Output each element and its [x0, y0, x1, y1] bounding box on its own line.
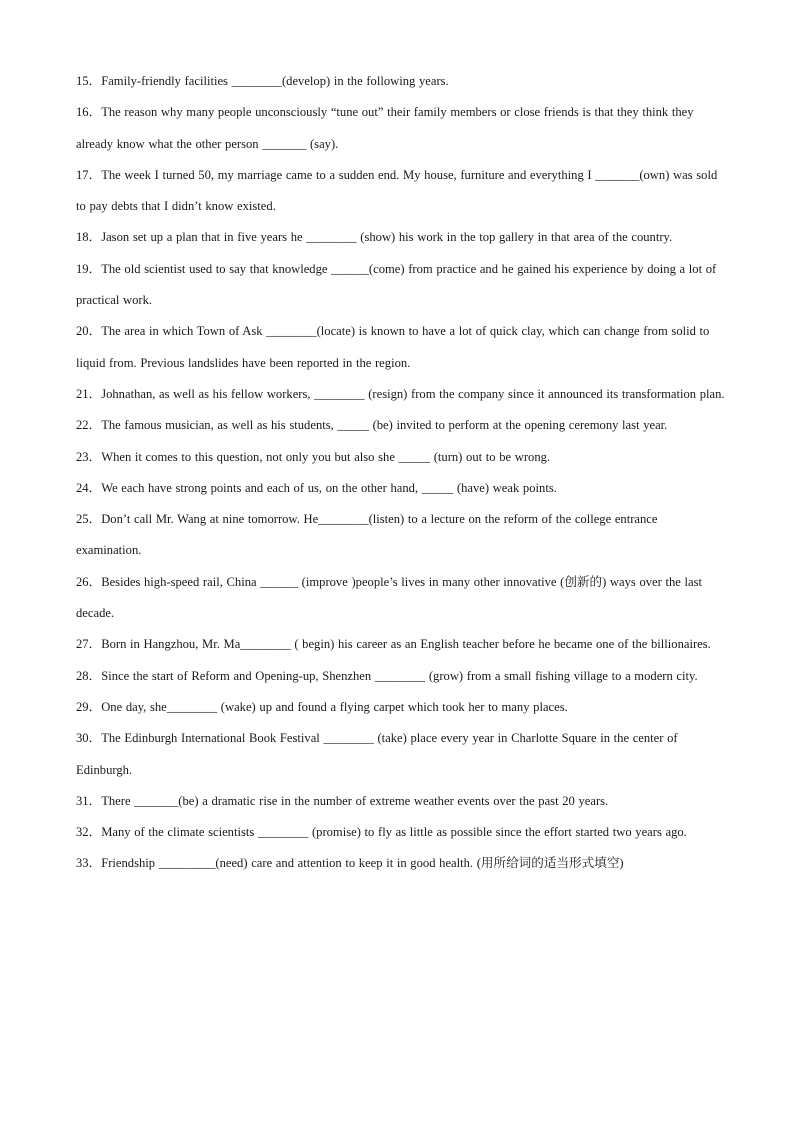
exercise-item	[76, 473, 726, 504]
exercise-item	[76, 786, 726, 817]
exercise-item	[76, 723, 726, 786]
exercise-item	[76, 254, 726, 317]
exercise-text: Born in Hangzhou, Mr. Ma________ ( begin) his career as an English teacher before he became one of the billionaires.	[101, 637, 711, 652]
exercise-item	[76, 817, 726, 848]
exercise-text: When it comes to this question, not only you but also she _____ (turn) out to be wrong.	[101, 449, 551, 464]
exercise-number: 28．	[76, 668, 102, 683]
exercise-number: 21．	[76, 386, 102, 401]
exercise-item	[76, 661, 726, 692]
exercise-number: 22．	[76, 418, 102, 433]
exercise-text: The area in which Town of Ask ________(locate) is known to have a lot of quick clay, which can change from solid to liquid from. Previous landslides have been reported in the region.	[76, 324, 710, 370]
exercise-number: 15．	[76, 74, 102, 88]
exercise-number: 18．	[76, 230, 102, 245]
exercise-item	[76, 692, 726, 723]
exercise-text: The famous musician, as well as his students, _____ (be) invited to perform at the opening ceremony last year.	[101, 418, 668, 433]
exercise-text: The week I turned 50, my marriage came to a sudden end. My house, furniture and everything I _______(own) was sold to pay debts that I didn’t know existed.	[76, 167, 718, 214]
exercise-item	[76, 316, 726, 379]
exercise-text: One day, she________ (wake) up and found a flying carpet which took her to many places.	[101, 699, 568, 714]
exercise-text: We each have strong points and each of us, on the other hand, _____ (have) weak points.	[101, 480, 557, 495]
exercise-item	[76, 160, 726, 223]
exercise-text: Many of the climate scientists ________ (promise) to fly as little as possible since the effort started two years ago.	[101, 825, 687, 840]
exercise-number: 24．	[76, 480, 102, 495]
exercise-item	[76, 442, 726, 473]
exercise-item	[76, 222, 726, 253]
exercise-item	[76, 379, 726, 410]
exercise-number: 26．	[76, 574, 102, 589]
exercise-text: Family-friendly facilities ________(develop) in the following years.	[101, 74, 449, 88]
exercise-number: 23．	[76, 449, 102, 464]
exercise-item	[76, 66, 726, 97]
exercise-text: The reason why many people unconsciously “tune out” their family members or close friends is that they think they already know what the other person _______ (say).	[76, 105, 694, 151]
exercise-text: Friendship _________(need) care and attention to keep it in good health. (用所给词的适当形式填空)	[101, 856, 624, 871]
exercise-text: Since the start of Reform and Opening-up, Shenzhen ________ (grow) from a small fishing village to a modern city.	[101, 668, 698, 683]
exercise-number: 33．	[76, 856, 102, 871]
exercise-number: 16．	[76, 105, 102, 120]
exercise-text: Jason set up a plan that in five years he ________ (show) his work in the top gallery in that area of the country.	[101, 230, 673, 245]
exercise-number: 17．	[76, 167, 102, 182]
exercise-number: 30．	[76, 731, 102, 746]
exercise-list	[76, 66, 726, 880]
exercise-text: Don’t call Mr. Wang at nine tomorrow. He________(listen) to a lecture on the reform of the college entrance examination.	[76, 512, 658, 558]
exercise-number: 25．	[76, 512, 102, 527]
exercise-item	[76, 410, 726, 441]
exercise-number: 32．	[76, 825, 102, 840]
exercise-number: 29．	[76, 699, 102, 714]
exercise-text: Johnathan, as well as his fellow workers, ________ (resign) from the company since it announced its transformation plan.	[101, 386, 725, 401]
exercise-text: Besides high-speed rail, China ______ (improve )people’s lives in many other innovative (创新的) ways over the last decade.	[76, 574, 703, 621]
exercise-item	[76, 848, 726, 879]
exercise-number: 19．	[76, 261, 102, 276]
exercise-text: The old scientist used to say that knowledge ______(come) from practice and he gained his experience by doing a lot of practical work.	[76, 261, 717, 308]
exercise-number: 27．	[76, 637, 102, 652]
exercise-number: 20．	[76, 324, 102, 339]
exercise-text: There _______(be) a dramatic rise in the number of extreme weather events over the past 20 years.	[101, 793, 609, 808]
exercise-item	[76, 629, 726, 660]
exercise-item	[76, 567, 726, 630]
exercise-item	[76, 504, 726, 567]
exercise-text: The Edinburgh International Book Festival ________ (take) place every year in Charlotte Square in the center of Edinburgh.	[76, 731, 678, 777]
exercise-number: 31．	[76, 793, 102, 808]
exercise-item	[76, 97, 726, 160]
